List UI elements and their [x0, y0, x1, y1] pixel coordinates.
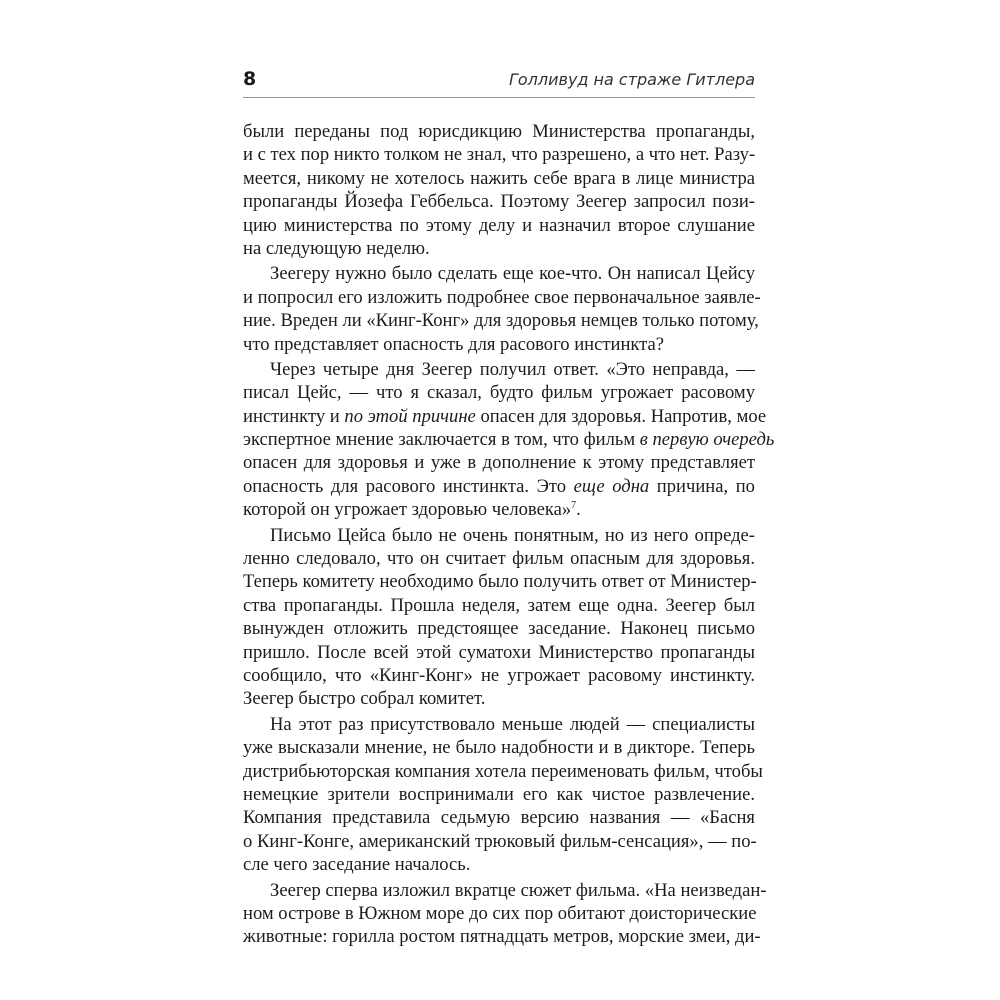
italic-emphasis: еще одна [573, 475, 650, 497]
running-title: Голливуд на страже Гитлера [508, 70, 755, 89]
header-rule [243, 97, 755, 98]
text-line: писал Цейс, — что я сказал, будто фильм угрожает расовому [243, 382, 755, 404]
text-line: ном острове в Южном море до сих пор обитают доисторические [243, 902, 757, 924]
paragraph [243, 120, 755, 260]
text-line: Компания представила седьмую версию названия — «Басня [243, 807, 755, 829]
text-line: опасен для здоровья и уже в дополнение к этому представляет [243, 452, 755, 474]
text-line: дистрибьюторская компания хотела переименовать фильм, чтобы [243, 760, 763, 782]
text-line [243, 475, 755, 498]
text-line: Зеегер сперва изложил вкратце сюжет фильма. «На неизведан- [270, 879, 767, 901]
italic-emphasis: по этой причине [344, 405, 476, 427]
text-span: опасность для расового инстинкта. Это [243, 475, 574, 497]
paragraph [243, 358, 775, 522]
text-line: и попросил его изложить подробнее свое первоначальное заявле- [243, 286, 761, 308]
paragraph [243, 262, 761, 356]
text-line [243, 428, 775, 451]
paragraph [243, 524, 755, 711]
text-line: Теперь комитету необходимо было получить ответ от Министер- [243, 571, 757, 593]
text-line: и с тех пор никто толком не знал, что разрешено, а что нет. Разу- [243, 144, 756, 166]
text-line: вынужден отложить предстоящее заседание. Наконец письмо [243, 618, 755, 640]
text-line: уже высказали мнение, не было надобности и в дикторе. Теперь [243, 737, 755, 759]
text-line: меется, никому не хотелось нажить себе врага в лице министра [243, 167, 755, 189]
text-line: о Кинг-Конге, американский трюковый фильм-сенсация», — по- [243, 830, 757, 852]
text-line: ленно следовало, что он считает фильм опасным для здоровья. [243, 548, 755, 570]
italic-emphasis: в первую очередь [639, 429, 775, 451]
text-line: ства пропаганды. Прошла неделя, затем еще одна. Зеегер был [243, 594, 755, 616]
text-span: экспертное мнение заключается в том, что фильм [243, 429, 640, 451]
page-number: 8 [243, 68, 257, 90]
text-line [243, 498, 755, 521]
text-span: опасен для здоровья. Напротив, мое [475, 405, 767, 427]
text-line: Письмо Цейса было не очень понятным, но из него опреде- [270, 524, 755, 546]
text-span: инстинкту и [243, 405, 345, 427]
text-span: которой он угрожает здоровью человека» [243, 499, 572, 521]
running-head [243, 66, 755, 96]
text-line: животные: горилла ростом пятнадцать метров, морские змеи, ди- [243, 926, 761, 948]
text-line: Зеегер быстро собрал комитет. [243, 688, 486, 710]
text-line: сле чего заседание началось. [243, 854, 471, 876]
text-line [243, 405, 767, 428]
text-line: цию министерства по этому делу и назначил второе слушание [243, 214, 755, 236]
body-text [243, 120, 775, 951]
paragraph [243, 879, 767, 949]
text-line: сообщило, что «Кинг-Конг» не угрожает расовому инстинкту. [243, 664, 755, 686]
footnote-marker[interactable]: 7 [571, 500, 577, 512]
text-span: причина, по [649, 475, 755, 497]
text-line: немецкие зрители воспринимали его как чистое развлечение. [243, 783, 755, 805]
text-line: пришло. После всей этой суматохи Министерство пропаганды [243, 641, 755, 663]
text-line: были переданы под юрисдикцию Министерства пропаганды, [243, 121, 755, 142]
text-line: Зеегеру нужно было сделать еще кое-что. Он написал Цейсу [270, 263, 755, 285]
text-line: на следующую неделю. [243, 237, 430, 259]
text-line: На этот раз присутствовало меньше людей — специалисты [270, 713, 755, 735]
text-line: пропаганды Йозефа Геббельса. Поэтому Зеегер запросил пози- [243, 191, 755, 213]
text-line: что представляет опасность для расового инстинкта? [243, 333, 665, 355]
text-line: ние. Вреден ли «Кинг-Конг» для здоровья немцев только потому, [243, 310, 759, 332]
text-span: . [576, 499, 581, 521]
text-line: Через четыре дня Зеегер получил ответ. «Это неправда, — [270, 358, 755, 380]
paragraph [243, 713, 763, 877]
